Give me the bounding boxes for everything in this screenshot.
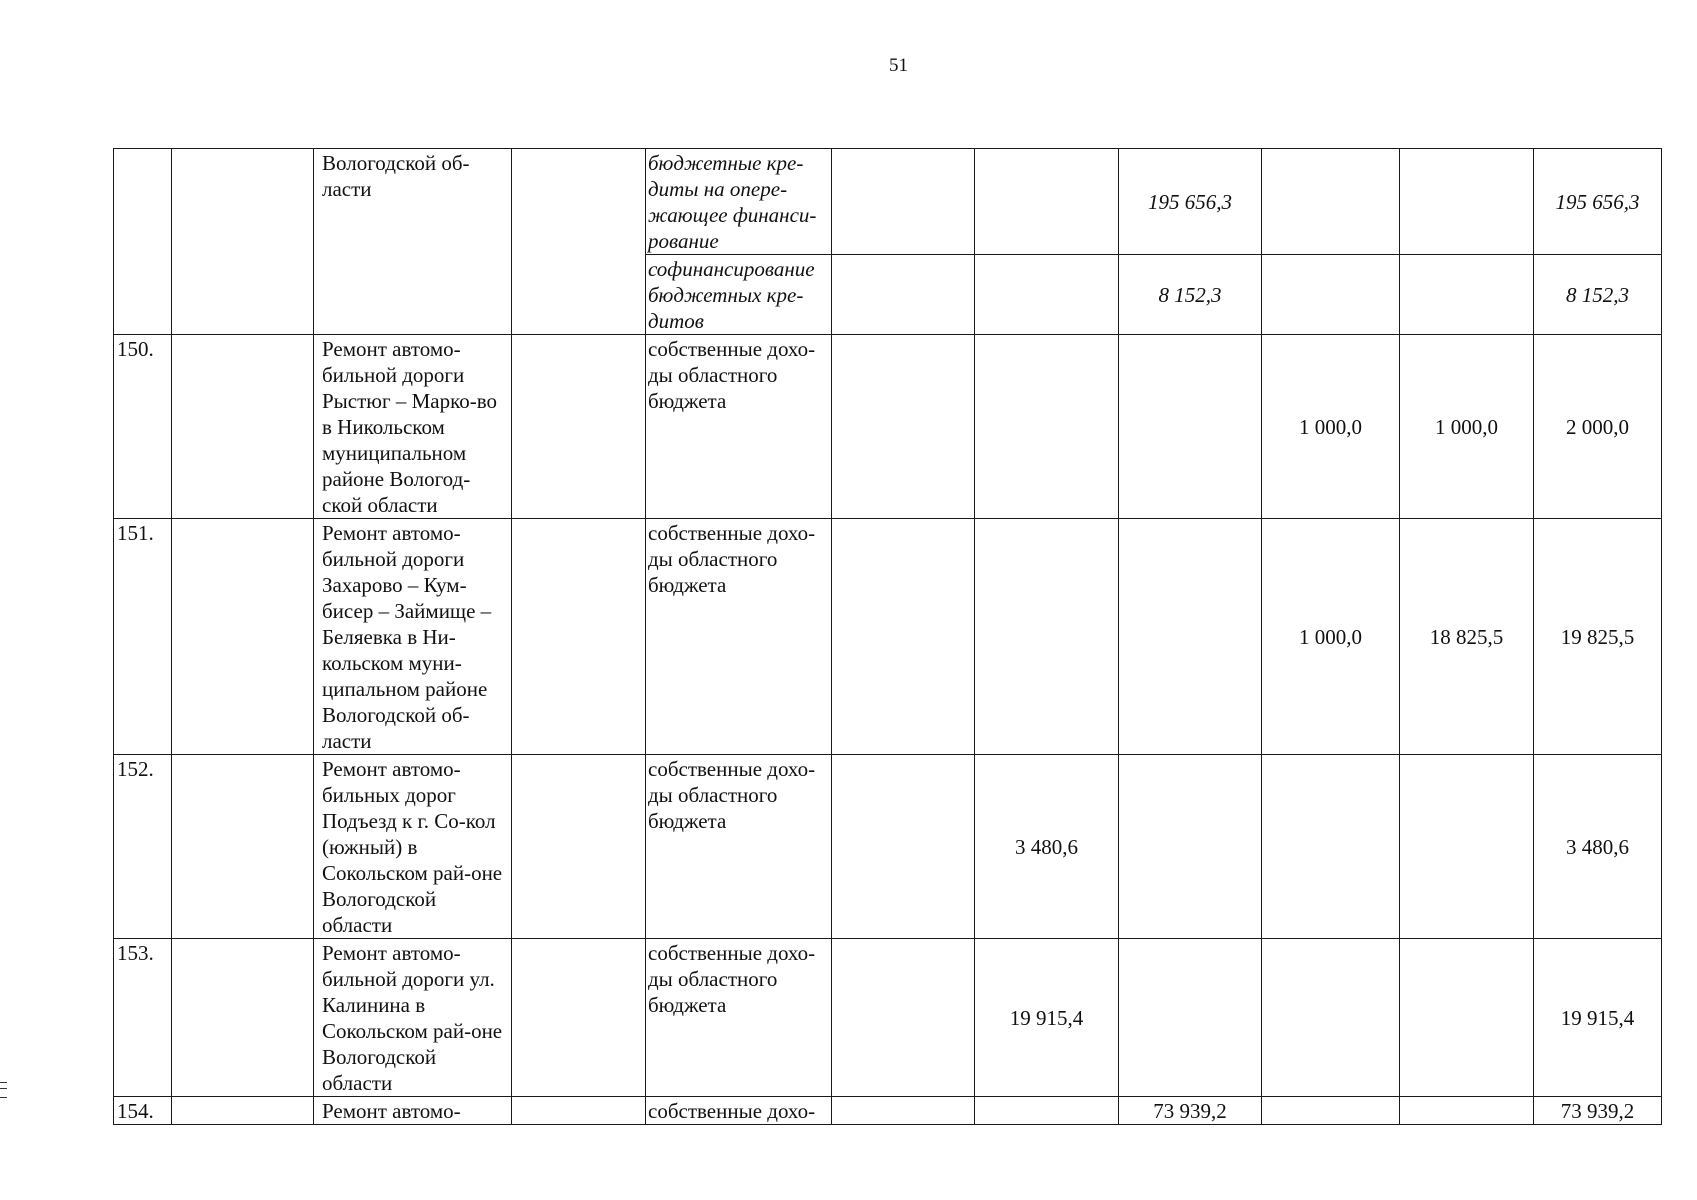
empty-cell <box>512 519 646 755</box>
value-cell <box>1400 149 1534 255</box>
funding-source-cell: собственные дохо-ды областного бюджета <box>646 939 832 1097</box>
value-cell <box>1119 519 1262 755</box>
value-cell <box>1119 939 1262 1097</box>
value-cell <box>975 255 1119 335</box>
empty-cell <box>172 149 314 335</box>
empty-cell <box>172 519 314 755</box>
empty-cell <box>512 939 646 1097</box>
object-name-cell: Ремонт автомо-бильной дороги Захарово – Кум-бисер – Займище – Беляевка в Ни-кольском муни-ципальном районе Вологодской об-ласти <box>314 519 512 755</box>
empty-cell <box>172 939 314 1097</box>
empty-cell <box>512 149 646 335</box>
value-cell: 19 915,4 <box>975 939 1119 1097</box>
row-number-cell: 153. <box>114 939 172 1097</box>
table-row <box>114 335 1662 519</box>
funding-source-cell: собственные дохо-ды областного бюджета <box>646 755 832 939</box>
value-cell <box>832 335 975 519</box>
value-cell: 18 825,5 <box>1400 519 1534 755</box>
funding-source-cell: собственные дохо- <box>646 1097 832 1125</box>
empty-cell <box>172 755 314 939</box>
value-cell <box>1119 755 1262 939</box>
value-cell <box>1262 1097 1400 1125</box>
row-number-cell: 152. <box>114 755 172 939</box>
object-name-cell: Ремонт автомо-бильной дороги ул. Калинина в Сокольском рай-оне Вологодской области <box>314 939 512 1097</box>
object-name-cell: Ремонт автомо- <box>314 1097 512 1125</box>
value-cell <box>975 335 1119 519</box>
table-row <box>114 939 1662 1097</box>
empty-cell <box>512 335 646 519</box>
value-cell: 1 000,0 <box>1400 335 1534 519</box>
empty-cell <box>512 755 646 939</box>
funding-source-cell: бюджетные кре-диты на опере-жающее финанси-рование <box>646 149 832 255</box>
object-name-cell: Вологодской об-ласти <box>314 149 512 335</box>
total-cell: 19 915,4 <box>1534 939 1662 1097</box>
budget-table <box>113 148 1662 1125</box>
value-cell <box>1119 335 1262 519</box>
total-cell: 3 480,6 <box>1534 755 1662 939</box>
margin-scan-mark <box>0 1082 7 1098</box>
value-cell <box>832 255 975 335</box>
total-cell: 73 939,2 <box>1534 1097 1662 1125</box>
value-cell <box>1262 255 1400 335</box>
value-cell: 195 656,3 <box>1119 149 1262 255</box>
object-name-cell: Ремонт автомо-бильной дороги Рыстюг – Марко-во в Никольском муниципальном районе Вологод-ской области <box>314 335 512 519</box>
table-row <box>114 755 1662 939</box>
total-cell: 19 825,5 <box>1534 519 1662 755</box>
table-row <box>114 1097 1662 1125</box>
value-cell: 1 000,0 <box>1262 335 1400 519</box>
value-cell <box>1400 255 1534 335</box>
total-cell: 8 152,3 <box>1534 255 1662 335</box>
value-cell <box>1400 1097 1534 1125</box>
row-number-cell <box>114 149 172 335</box>
value-cell: 3 480,6 <box>975 755 1119 939</box>
empty-cell <box>172 1097 314 1125</box>
value-cell <box>1400 939 1534 1097</box>
value-cell <box>832 149 975 255</box>
row-number-cell: 150. <box>114 335 172 519</box>
total-cell: 2 000,0 <box>1534 335 1662 519</box>
value-cell <box>832 519 975 755</box>
value-cell <box>1262 755 1400 939</box>
row-number-cell: 154. <box>114 1097 172 1125</box>
value-cell <box>832 1097 975 1125</box>
object-name-cell: Ремонт автомо-бильных дорог Подъезд к г. Со-кол (южный) в Сокольском рай-оне Вологодской области <box>314 755 512 939</box>
table-row <box>114 149 1662 255</box>
value-cell: 8 152,3 <box>1119 255 1262 335</box>
value-cell <box>832 939 975 1097</box>
value-cell: 1 000,0 <box>1262 519 1400 755</box>
row-number-cell: 151. <box>114 519 172 755</box>
total-cell: 195 656,3 <box>1534 149 1662 255</box>
page-number: 51 <box>889 55 908 76</box>
value-cell: 73 939,2 <box>1119 1097 1262 1125</box>
value-cell <box>1262 939 1400 1097</box>
value-cell <box>1262 149 1400 255</box>
empty-cell <box>512 1097 646 1125</box>
funding-source-cell: собственные дохо-ды областного бюджета <box>646 335 832 519</box>
value-cell <box>1400 755 1534 939</box>
value-cell <box>832 755 975 939</box>
value-cell <box>975 149 1119 255</box>
value-cell <box>975 519 1119 755</box>
value-cell <box>975 1097 1119 1125</box>
empty-cell <box>172 335 314 519</box>
funding-source-cell: софинансирование бюджетных кре-дитов <box>646 255 832 335</box>
table-row <box>114 519 1662 755</box>
funding-source-cell: собственные дохо-ды областного бюджета <box>646 519 832 755</box>
